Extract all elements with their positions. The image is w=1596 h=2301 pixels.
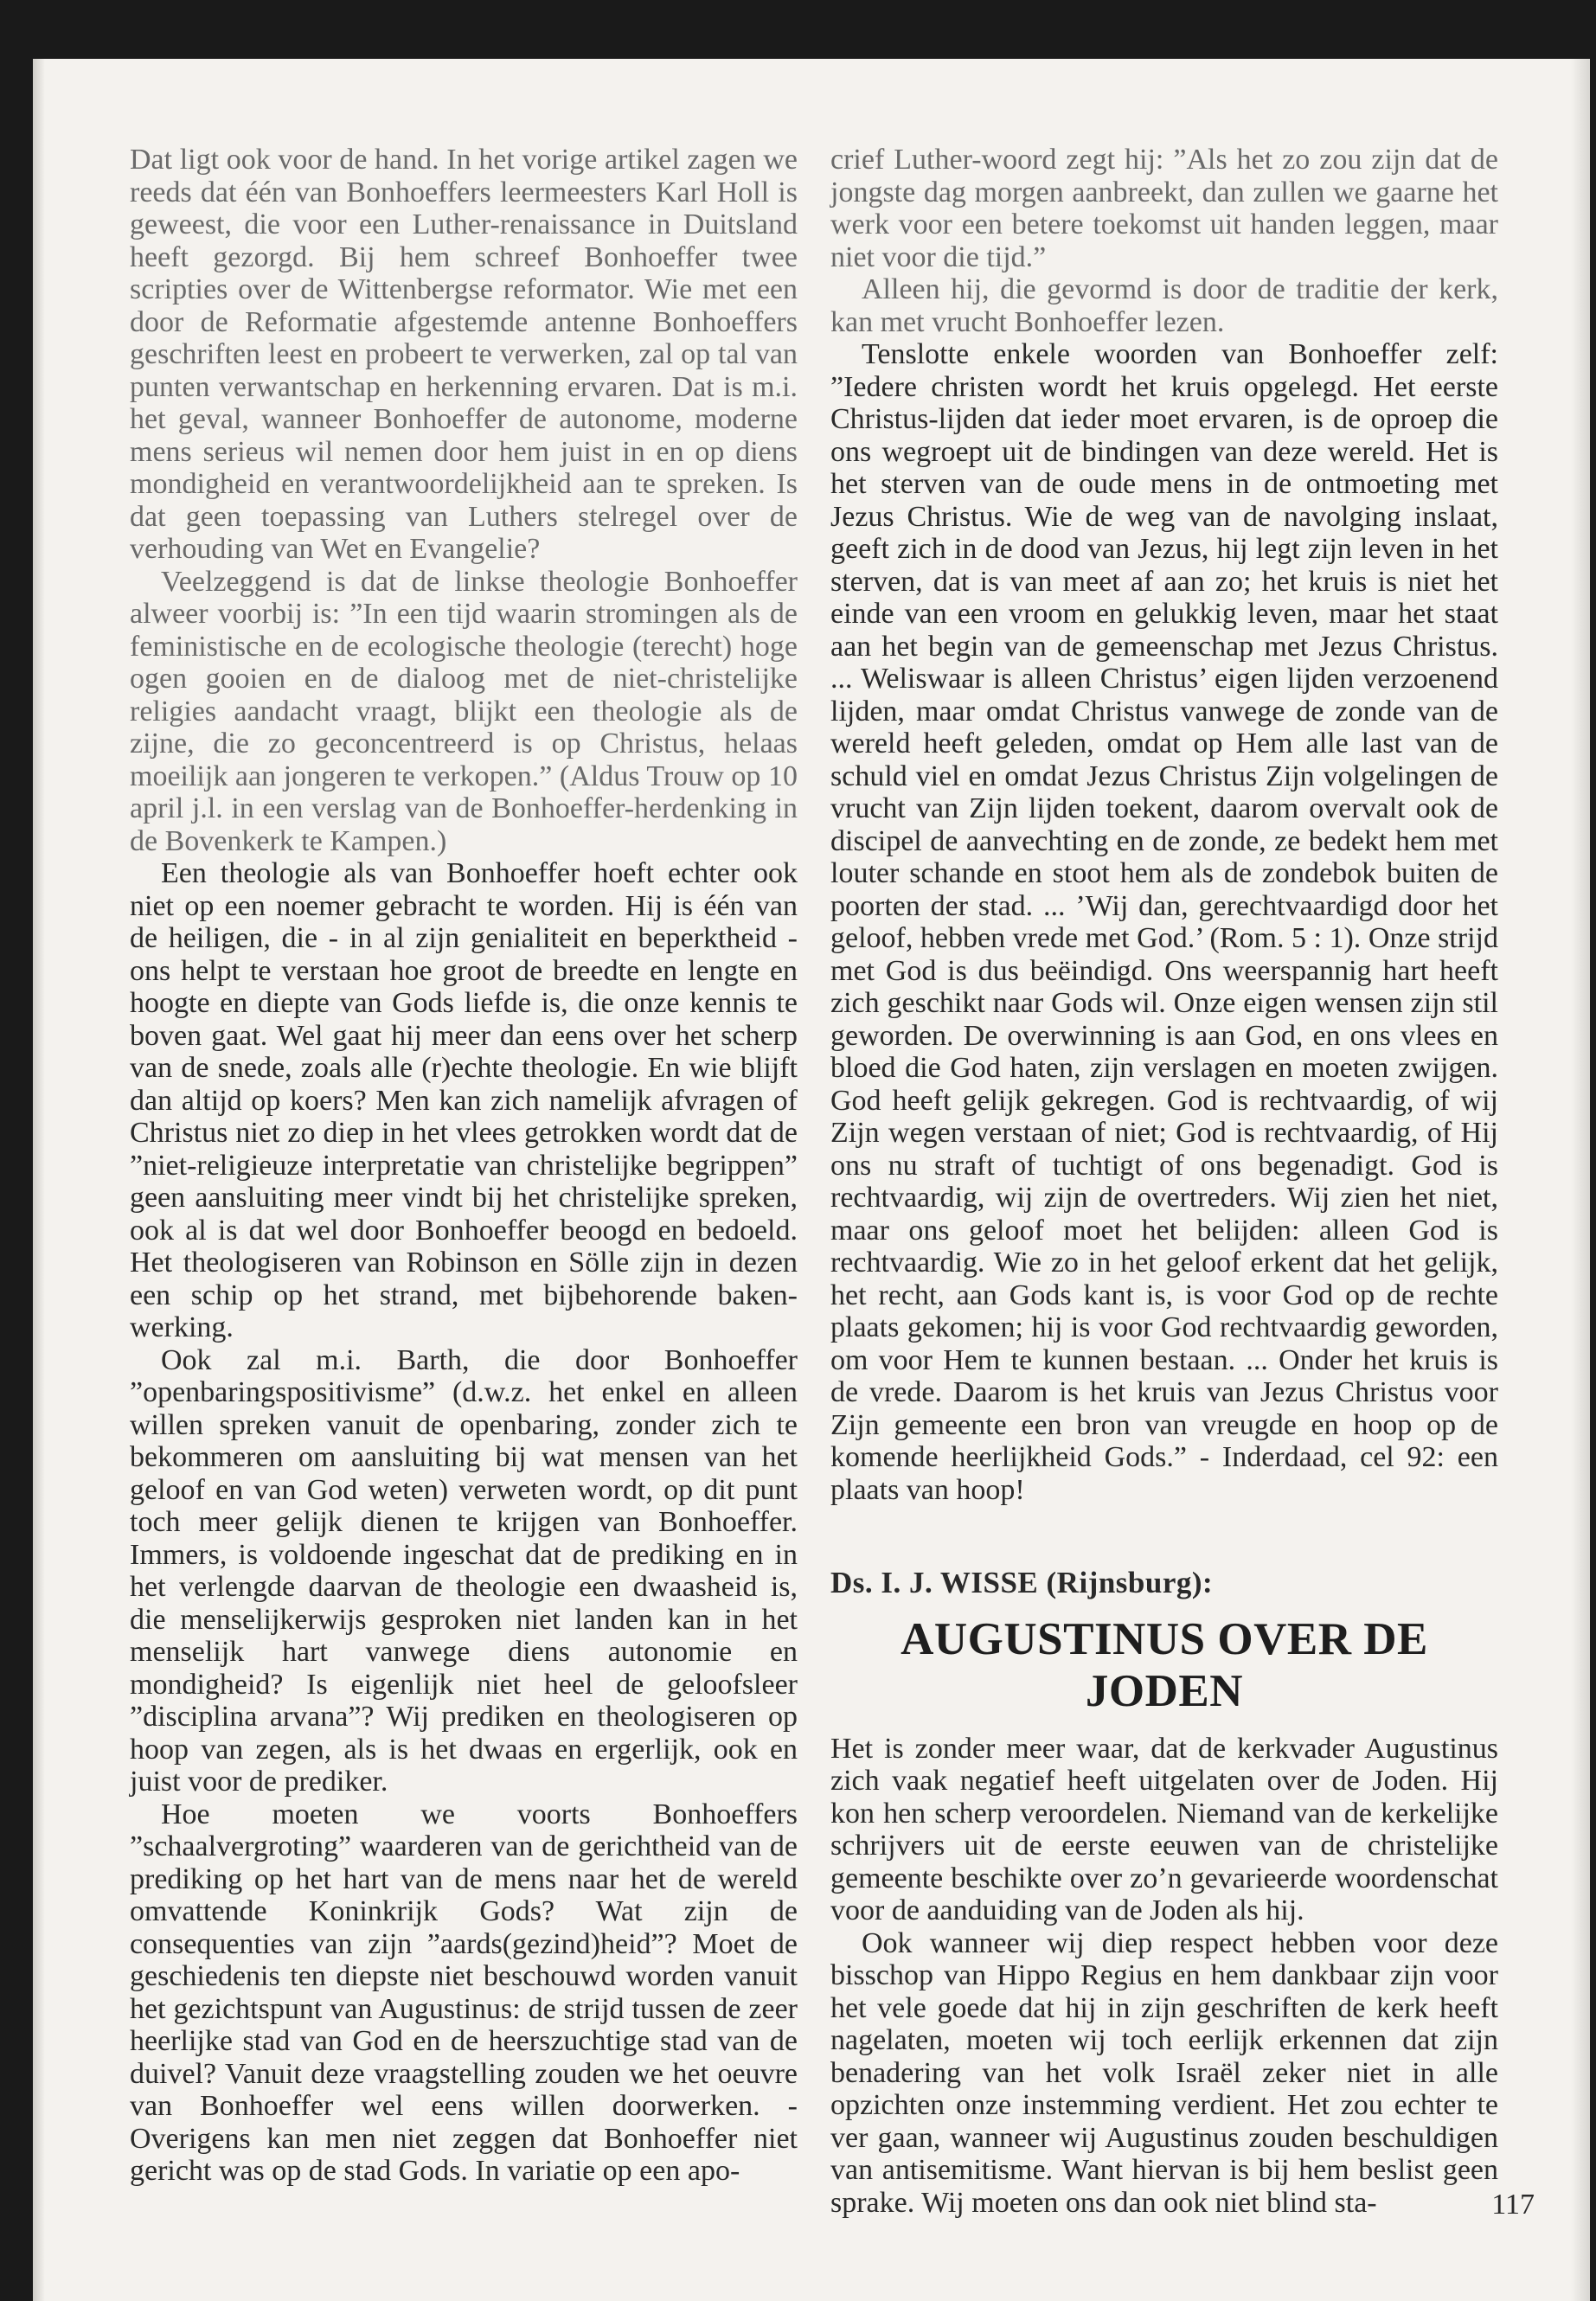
- paragraph: Ook zal m.i. Barth, die door Bonhoeffer ”openbaringspositivisme” (d.w.z. het enkel en alleen willen spreken vanuit de openbaring, zonder zich te bekommeren om aansluiting bij wat mensen van het geloof en van God weten) verweten wordt, op dit punt toch meer gelijk dienen te krijgen van Bonhoeffer. Immers, is voldoende ingeschat dat de prediking en in het verlengde daarvan de theologie een dwaasheid is, die menselijkerwijs gesproken niet landen kan in het menselijk hart vanwege diens autonomie en mondigheid? Is eigenlijk niet heel de geloofsleer ”disciplina arvana”? Wij prediken en theologiseren op hoop van zegen, als is het dwaas en ergerlijk, ook en juist voor de prediker.: [130, 1343, 798, 1798]
- right-column: [830, 144, 1498, 2219]
- paragraph: Veelzeggend is dat de linkse theologie Bonhoeffer alweer voorbij is: ”In een tijd waarin stromingen als de feministische en de ecologische theologie (terecht) hoge ogen gooien en de dialoog met de niet-christelijke religies aandacht vraagt, blijkt een theologie als de zijne, die zo geconcentreerd is op Christus, helaas moeilijk aan jongeren te verkopen.” (Aldus Trouw op 10 april j.l. in een verslag van de Bonhoeffer-herdenking in de Bovenkerk te Kampen.): [130, 565, 798, 857]
- paragraph: Alleen hij, die gevormd is door de traditie der kerk, kan met vrucht Bonhoeffer lezen.: [830, 273, 1498, 338]
- article-byline: Ds. I. J. WISSE (Rijnsburg):: [830, 1566, 1214, 1599]
- paragraph: Tenslotte enkele woorden van Bonhoeffer zelf: ”Iedere christen wordt het kruis opgelegd. Het eerste Christus-lijden dat ieder moet ervaren, is de oproep die ons wegroept uit de bindingen van deze wereld. Het is het sterven van de oude mens in de ontmoeting met Jezus Christus. Wie de weg van de navolging inslaat, geeft zich in de dood van Jezus, hij legt zijn leven in het sterven, dat is van meet af aan zo; het kruis is niet het einde van een vroom en gelukkig leven, maar het staat aan het begin van de gemeenschap met Jezus Christus. ... Weliswaar is alleen Christus’ eigen lijden verzoenend lijden, maar omdat Christus vanwege de zonde van de wereld heeft geleden, omdat op Hem alle last van de schuld viel en omdat Jezus Christus Zijn volgelingen de vrucht van Zijn lijden toekent, daarom overvalt ook de discipel de aanvechting en de zonde, ze bedekt hem met louter schande en stoot hem als de zondebok buiten de poorten der stad. ... ’Wij dan, gerechtvaardigd door het geloof, hebben vrede met God.’ (Rom. 5 : 1). Onze strijd met God is dus beëindigd. Ons weerspannig hart heeft zich geschikt naar Gods wil. Onze eigen wensen zijn stil geworden. De overwinning is aan God, en ons vlees en bloed die God haten, zijn verslagen en moeten zwijgen. God heeft gelijk gekregen. God is rechtvaardig, of wij Zijn wegen verstaan of niet; God is rechtvaardig, of Hij ons nu straft of tuchtigt of ons begenadigt. God is rechtvaardig, wij zijn de overtreders. Wij zien het niet, maar ons geloof moet het belijden: alleen God is rechtvaardig. Wie zo in het geloof erkent dat het gelijk, het recht, aan Gods kant is, is voor God op de rechte plaats gekomen; hij is voor God rechtvaardig geworden, om voor Hem te kunnen bestaan. ... Onder het kruis is de vrede. Daarom is het kruis van Jezus Christus voor Zijn gemeente een bron van vreugde en hoop op de komende heerlijkheid Gods.” - Inderdaad, cel 92: een plaats van hoop!: [830, 338, 1498, 1506]
- paragraph: Ook wanneer wij diep respect hebben voor deze bisschop van Hippo Regius en hem dankbaar zijn voor het vele goede dat hij in zijn geschriften de kerk heeft nagelaten, moeten wij toch eerlijk erkennen dat zijn benadering van het volk Israël zeker niet in alle opzichten onze instemming verdient. Het zou echter te ver gaan, wanneer wij Augustinus zouden beschuldigen van antisemitisme. Want hiervan is bij hem beslist geen sprake. Wij moeten ons dan ook niet blind sta-: [830, 1926, 1498, 2219]
- paragraph: Het is zonder meer waar, dat de kerkvader Augustinus zich vaak negatief heeft uitgelaten over de Joden. Hij kon hen scherp veroordelen. Niemand van de kerkelijke schrijvers uit de eerste eeuwen van de christelijke gemeente beschikte over zo’n gevarieerde woordenschat voor de aanduiding van de Joden als hij.: [830, 1732, 1498, 1926]
- paragraph: Een theologie als van Bonhoeffer hoeft echter ook niet op een noemer gebracht te worden. Hij is één van de heiligen, die - in al zijn genialiteit en beperktheid - ons helpt te verstaan hoe groot de breedte en lengte en hoogte en diepte van Gods liefde is, die onze kennis te boven gaat. Wel gaat hij meer dan eens over het scherp van de snede, zoals alle (r)echte theologie. En wie blijft dan altijd op koers? Men kan zich namelijk afvragen of Christus niet zo diep in het vlees getrokken wordt dat de ”niet-religieuze interpretatie van christelijke begrippen” geen aansluiting meer vindt bij het christelijke spreken, ook al is dat wel door Bonhoeffer beoogd en bedoeld. Het theologiseren van Robinson en Sölle zijn in dezen een schip op het strand, met bijbehorende baken-werking.: [130, 857, 798, 1343]
- article-title: AUGUSTINUS OVER DE JODEN: [901, 1613, 1428, 1716]
- left-column: [130, 144, 798, 2188]
- paragraph: Dat ligt ook voor de hand. In het vorige artikel zagen we reeds dat één van Bonhoeffers leermeesters Karl Holl is geweest, die voor een Luther-renaissance in Duitsland heeft gezorgd. Bij hem schreef Bonhoeffer twee scripties over de Wittenbergse reformator. Wie met een door de Reformatie afgestemde antenne Bonhoeffers geschriften leest en probeert te verwerken, zal op tal van punten verwantschap en herkenning ervaren. Dat is m.i. het geval, wanneer Bonhoeffer de autonome, moderne mens serieus wil nemen door hem juist in en op diens mondigheid en verantwoordelijkheid aan te spreken. Is dat geen toepassing van Luthers stelregel over de verhouding van Wet en Evangelie?: [130, 144, 798, 565]
- paragraph: crief Luther-woord zegt hij: ”Als het zo zou zijn dat de jongste dag morgen aanbreekt, dan zullen we gaarne het werk voor een betere toekomst uit handen leggen, maar niet voor die tijd.”: [830, 144, 1498, 273]
- scanned-page: [33, 59, 1590, 2301]
- paragraph: Hoe moeten we voorts Bonhoeffers ”schaalvergroting” waarderen van de gerichtheid van de prediking op het hart van de mens naar het de wereld omvattende Koninkrijk Gods? Wat zijn de consequenties van zijn ”aards(gezind)heid”? Moet de geschiedenis ten diepste niet beschouwd worden vanuit het gezichtspunt van Augustinus: de strijd tussen de zeer heerlijke stad van God en de heerszuchtige stad van de duivel? Vanuit deze vraagstelling zouden we het oeuvre van Bonhoeffer wel eens willen doorwerken. - Overigens kan men niet zeggen dat Bonhoeffer niet gericht was op de stad Gods. In variatie op een apo-: [130, 1798, 798, 2187]
- page-edge-shadow: [1571, 59, 1590, 2301]
- page-number: 117: [1491, 2189, 1535, 2221]
